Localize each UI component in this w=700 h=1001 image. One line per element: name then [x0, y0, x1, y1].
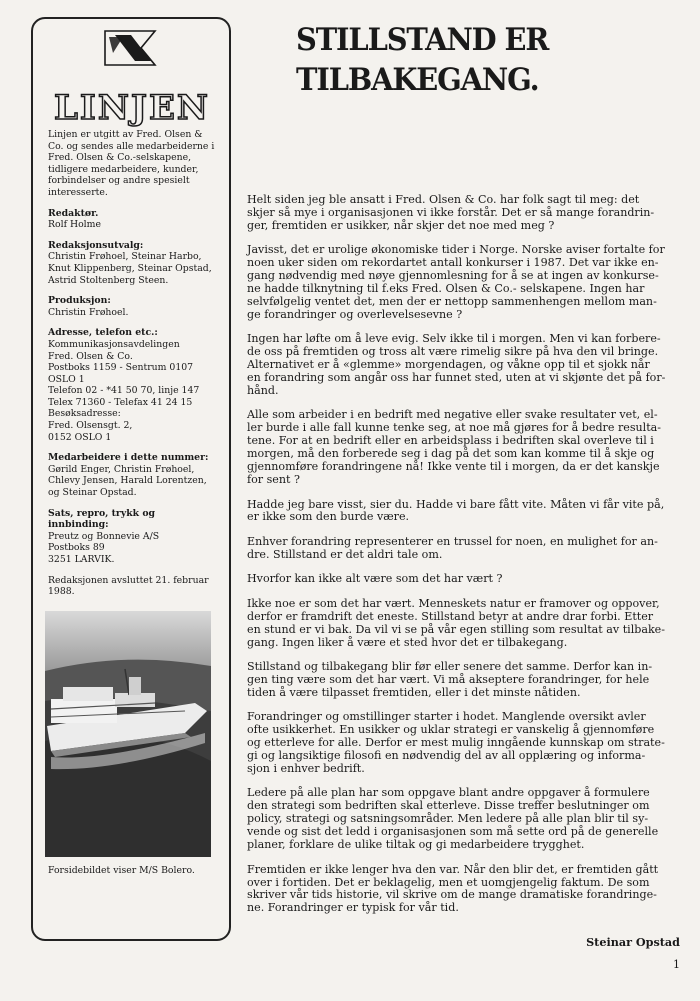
- article-paragraph: [247, 333, 677, 398]
- author-signature: Steinar Opstad: [586, 935, 680, 949]
- article-paragraph: [247, 244, 677, 321]
- printing-line: Postboks 89: [48, 542, 105, 554]
- title-line: STILLSTAND ER: [296, 22, 549, 58]
- article-line: ofte usikkerhet. En usikker og uklar strategi er vanskelig å gjennomføre: [247, 723, 655, 737]
- article-line: Hadde jeg bare visst, sier du. Hadde vi bare fått vite. Måten vi får vite på,: [247, 497, 665, 511]
- address-line: Fred. Olsen & Co.: [48, 350, 133, 362]
- article-line: skriver vår tids historie, vil skrive om de mange dramatiske forandringe-: [247, 888, 657, 902]
- article-line: tiden å være tilpasset fremtiden, eller i det minste nåtiden.: [247, 685, 581, 699]
- article-paragraph: [247, 864, 677, 916]
- article-line: selvfølgelig ventet det, men der er nettopp sammenhengen mellom man-: [247, 294, 657, 308]
- article-paragraph: [247, 711, 677, 776]
- committee-block: [48, 240, 216, 286]
- cover-photo-ship: [45, 611, 211, 857]
- article-line: sjon i enhver bedrift.: [247, 761, 365, 775]
- article-line: gi og langsiktige filosofi en nødvendig del av all opplæring og informa-: [247, 749, 646, 763]
- article-paragraph: [247, 409, 677, 486]
- article-line: planer, forklare de ulike tiltak og gi medarbeidere trygghet.: [247, 838, 585, 852]
- contributors-block: [48, 452, 216, 498]
- intro-line: Co. og sendes alle medarbeiderne i: [48, 140, 215, 152]
- contributors-line: og Steinar Opstad.: [48, 487, 137, 499]
- intro-line: tidligere medarbeidere, kunder,: [48, 163, 199, 175]
- article-line: ger, fremtiden er usikker, når skjer det noe med meg ?: [247, 218, 555, 232]
- article-line: Alternativet er å «glemme» morgendagen, og våkne opp til et sjokk når: [247, 358, 650, 372]
- contributors-line: Chlevy Jensen, Harald Lorentzen,: [48, 475, 207, 487]
- production-line: Christin Frøhoel.: [48, 306, 129, 318]
- article-body: [247, 194, 677, 927]
- contributors-line: Gørild Enger, Christin Frøhoel,: [48, 463, 195, 475]
- committee-line: Astrid Stoltenberg Steen.: [48, 274, 169, 286]
- article-line: skjer så mye i organisasjonen vi ikke forstår. Det er så mange forandrin-: [247, 205, 655, 219]
- address-line: Telex 71360 - Telefax 41 24 15: [48, 396, 193, 408]
- printing-line: 3251 LARVIK.: [48, 554, 115, 565]
- closing-block: [48, 575, 216, 598]
- article-line: Fremtiden er ikke lenger hva den var. Når den blir det, er fremtiden gått: [247, 862, 659, 876]
- production-label: Produksjon:: [48, 295, 111, 307]
- article-line: vende og sist det ledd i organisasjonen som må sette ord på de generelle: [247, 825, 659, 839]
- intro-line: Linjen er utgitt av Fred. Olsen &: [48, 129, 203, 140]
- masthead-sidebar: [31, 17, 231, 941]
- article-line: Stillstand og tilbakegang blir før eller senere det samme. Derfor kan in-: [247, 660, 653, 674]
- article-line: Ledere på alle plan har som oppgave blant andre oppgaver å formulere: [247, 786, 650, 800]
- article-paragraph: [247, 536, 677, 562]
- article-line: dre. Stillstand er det aldri tale om.: [247, 547, 443, 561]
- article-line: Enhver forandring representerer en trussel for noen, en mulighet for an-: [247, 534, 658, 548]
- brand-logo: [47, 77, 217, 135]
- article-line: noen uker siden om rekordartet antall konkurser i 1987. Det var ikke en-: [247, 256, 659, 270]
- closing-line: Redaksjonen avsluttet 21. februar: [48, 574, 209, 586]
- article-line: ne hadde tilknytning til f.eks Fred. Olsen & Co.- selskapene. Ingen har: [247, 282, 645, 296]
- address-line: Postboks 1159 - Sentrum 0107: [48, 362, 194, 374]
- article-line: Ingen har løfte om å leve evig. Selv ikke til i morgen. Men vi kan forbere-: [247, 332, 661, 346]
- article-paragraph: [247, 787, 677, 852]
- printing-line: Preutz og Bonnevie A/S: [48, 530, 160, 542]
- address-line: 0152 OSLO 1: [48, 431, 112, 443]
- article-line: derfor er framdrift det eneste. Stillstand betyr at andre drar forbi. Etter: [247, 609, 654, 623]
- article-title: [296, 20, 659, 100]
- article-line: den strategi som bedriften skal etterleve. Disse treffer beslutninger om: [247, 799, 650, 813]
- committee-line: Christin Frøhoel, Steinar Harbo,: [48, 251, 202, 263]
- article-line: policy, strategi og satsningsområder. Men ledere på alle plan blir til sy-: [247, 812, 649, 826]
- address-label: Adresse, telefon etc.:: [48, 327, 158, 339]
- masthead-info: [48, 129, 216, 607]
- production-block: [48, 295, 216, 318]
- article-line: de oss på fremtiden og tross alt være rimelig sikre på hva den vil bringe.: [247, 345, 659, 359]
- address-line: OSLO 1: [48, 373, 85, 385]
- committee-label: Redaksjonsutvalg:: [48, 239, 144, 251]
- title-line: TILBAKEGANG.: [296, 62, 539, 98]
- address-line: Telefon 02 - *41 50 70, linje 147: [48, 385, 200, 397]
- article-line: over i fortiden. Det er beklagelig, men et uomgjengelig faktum. De som: [247, 875, 650, 889]
- article-line: og etterleve for alle. Derfor er mest mulig inngående kunnskap om strate-: [247, 736, 665, 750]
- address-block: [48, 327, 216, 443]
- article-line: Forandringer og omstillinger starter i hodet. Manglende oversikt avler: [247, 710, 646, 724]
- article-line: ler burde i alle fall kunne tenke seg, at noe må gjøres for å bedre resulta-: [247, 421, 662, 435]
- flag-icon: [101, 27, 159, 69]
- intro-line: interesserte.: [48, 186, 108, 198]
- printing-block: [48, 508, 216, 566]
- article-line: Javisst, det er urolige økonomiske tider i Norge. Norske aviser fortalte for: [247, 243, 665, 257]
- brand-name: LINJEN: [54, 88, 210, 128]
- article-line: gang. Ingen liker å være et sted hvor det er tilbakegang.: [247, 635, 568, 649]
- article-line: en stund er vi bak. Da vil vi se på vår egen stilling som resultat av tilbake-: [247, 622, 665, 636]
- article-line: morgen, må den forberede seg i dag på det som kan komme til å skje og: [247, 447, 655, 461]
- article-paragraph: [247, 598, 677, 650]
- address-line: Fred. Olsensgt. 2,: [48, 420, 133, 432]
- article-line: ne. Forandringer er typisk for vår tid.: [247, 901, 459, 915]
- article-paragraph: [247, 573, 677, 586]
- editor-name: Rolf Holme: [48, 219, 101, 231]
- editor-label: Redaktør.: [48, 207, 99, 219]
- intro-line: forbindelser og andre spesielt: [48, 175, 190, 187]
- page-number: 1: [673, 958, 680, 971]
- article-paragraph: [247, 499, 677, 525]
- article-paragraph: [247, 194, 677, 233]
- editor-block: [48, 208, 216, 231]
- photo-caption: Forsidebildet viser M/S Bolero.: [48, 865, 195, 876]
- printing-label: Sats, repro, trykk og innbinding:: [48, 507, 156, 531]
- article-line: gen ting være som det har vært. Vi må akseptere forandringer, for hele: [247, 672, 650, 686]
- article-line: Alle som arbeider i en bedrift med negative eller svake resultater vet, el-: [247, 408, 658, 422]
- article-line: gjennomføre forandringene nå! Ikke vente til i morgen, da er det kanskje: [247, 460, 660, 474]
- article-line: gang nødvendig med nøye gjennomlesning for å se at ingen av konkurse-: [247, 269, 659, 283]
- article-line: hånd.: [247, 383, 279, 397]
- article-line: Helt siden jeg ble ansatt i Fred. Olsen & Co. har folk sagt til meg: det: [247, 193, 640, 206]
- intro-line: Fred. Olsen & Co.-selskapene,: [48, 152, 192, 164]
- closing-line: 1988.: [48, 586, 75, 598]
- address-line: Besøksadresse:: [48, 408, 121, 420]
- article-line: er ikke som den burde være.: [247, 510, 410, 524]
- article-paragraph: [247, 661, 677, 700]
- committee-line: Knut Klippenberg, Steinar Opstad,: [48, 262, 212, 274]
- contributors-label: Medarbeidere i dette nummer:: [48, 452, 209, 464]
- article-line: ge forandringer og overlevelsesevne ?: [247, 307, 463, 321]
- address-line: Kommunikasjonsavdelingen: [48, 338, 180, 350]
- article-line: Ikke noe er som det har vært. Menneskets natur er framover og oppover,: [247, 596, 660, 610]
- article-line: en forandring som angår oss har funnet sted, uten at vi skjønte det på for-: [247, 371, 666, 385]
- article-line: for sent ?: [247, 473, 300, 486]
- article-line: tene. For at en bedrift eller en arbeidsplass i bedriften skal overleve til i: [247, 434, 654, 448]
- article-line: Hvorfor kan ikke alt være som det har vært ?: [247, 572, 503, 586]
- intro-block: [48, 129, 216, 199]
